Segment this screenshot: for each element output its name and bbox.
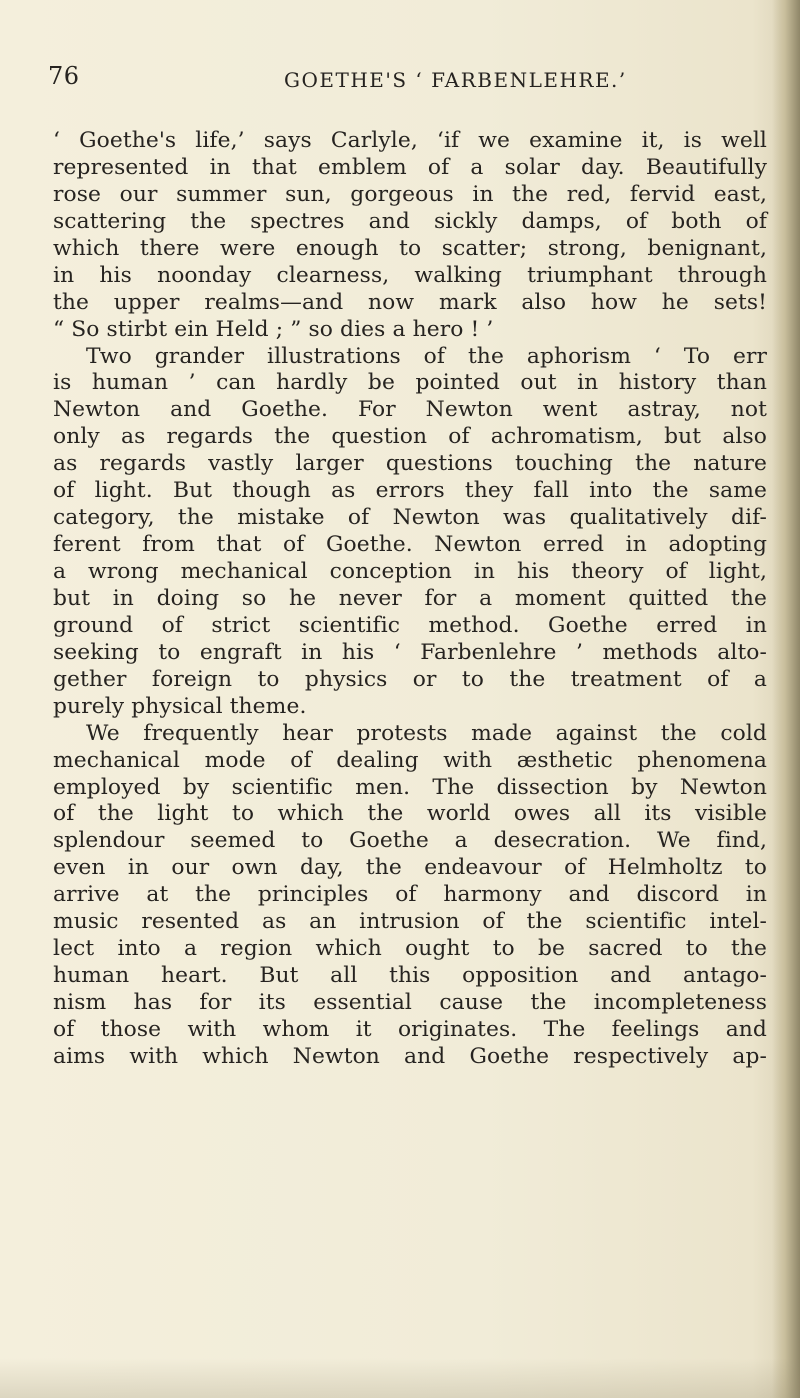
paragraph-first-line: We frequently hear protests made against the cold <box>86 720 767 746</box>
text-line: mechanical mode of dealing with æsthetic phenomena <box>53 747 767 773</box>
text-line: only as regards the question of achromatism, but also <box>53 424 767 450</box>
text-line: ferent from that of Goethe. Newton erred in adopting <box>53 532 767 558</box>
text-line: nism has for its essential cause the incompleteness <box>53 990 767 1015</box>
text-line: aims with which Newton and Goethe respectively ap- <box>53 1043 767 1069</box>
text-line: seeking to engraft in his ‘ Farbenlehre ’ methods alto- <box>53 639 767 665</box>
paragraph-first-line: Two grander illustrations of the aphorism ‘ To err <box>86 343 767 369</box>
text-line: “ So stirbt ein Held ; ” so dies a hero ! ’ <box>53 316 494 342</box>
text-line: category, the mistake of Newton was qualitatively dif- <box>53 505 767 531</box>
text-line: gether foreign to physics or to the treatment of a <box>53 666 767 692</box>
text-line: as regards vastly larger questions touching the nature <box>53 451 767 477</box>
text-line: purely physical theme. <box>53 693 307 719</box>
text-line: in his noonday clearness, walking triumphant through <box>53 262 767 288</box>
text-line: which there were enough to scatter; strong, benignant, <box>53 235 767 261</box>
text-line: the upper realms—and now mark also how he sets! <box>53 289 767 315</box>
page-number: 76 <box>48 62 80 90</box>
page-edge-shadow <box>772 0 800 1398</box>
text-line: even in our own day, the endeavour of Helmholtz to <box>53 855 767 881</box>
text-line: scattering the spectres and sickly damps, of both of <box>53 208 767 234</box>
text-line: employed by scientific men. The dissection by Newton <box>53 774 767 800</box>
running-title: GOETHE'S ‘ FARBENLEHRE.’ <box>284 68 627 92</box>
body-text <box>53 128 767 1071</box>
text-line: human heart. But all this opposition and antago- <box>53 963 767 989</box>
text-line: Newton and Goethe. For Newton went astray, not <box>53 397 767 423</box>
text-line: ‘ Goethe's life,’ says Carlyle, ‘if we examine it, is well <box>53 128 767 153</box>
text-line: ground of strict scientific method. Goethe erred in <box>53 612 767 638</box>
text-line: a wrong mechanical conception in his theory of light, <box>53 559 767 584</box>
text-line: is human ’ can hardly be pointed out in history than <box>53 370 767 396</box>
text-line: represented in that emblem of a solar day. Beautifully <box>53 154 767 180</box>
text-line: but in doing so he never for a moment quitted the <box>53 585 767 611</box>
text-line: of the light to which the world owes all its visible <box>53 801 767 827</box>
text-line: splendour seemed to Goethe a desecration. We find, <box>53 828 767 854</box>
running-head <box>0 62 800 102</box>
text-line: music resented as an intrusion of the scientific intel- <box>53 909 767 935</box>
page-bottom-shadow <box>0 1358 800 1398</box>
text-line: of those with whom it originates. The feelings and <box>53 1016 767 1042</box>
text-line: lect into a region which ought to be sacred to the <box>53 936 767 962</box>
text-line: rose our summer sun, gorgeous in the red, fervid east, <box>53 181 767 207</box>
text-line: arrive at the principles of harmony and discord in <box>53 882 767 908</box>
text-line: of light. But though as errors they fall into the same <box>53 478 767 504</box>
